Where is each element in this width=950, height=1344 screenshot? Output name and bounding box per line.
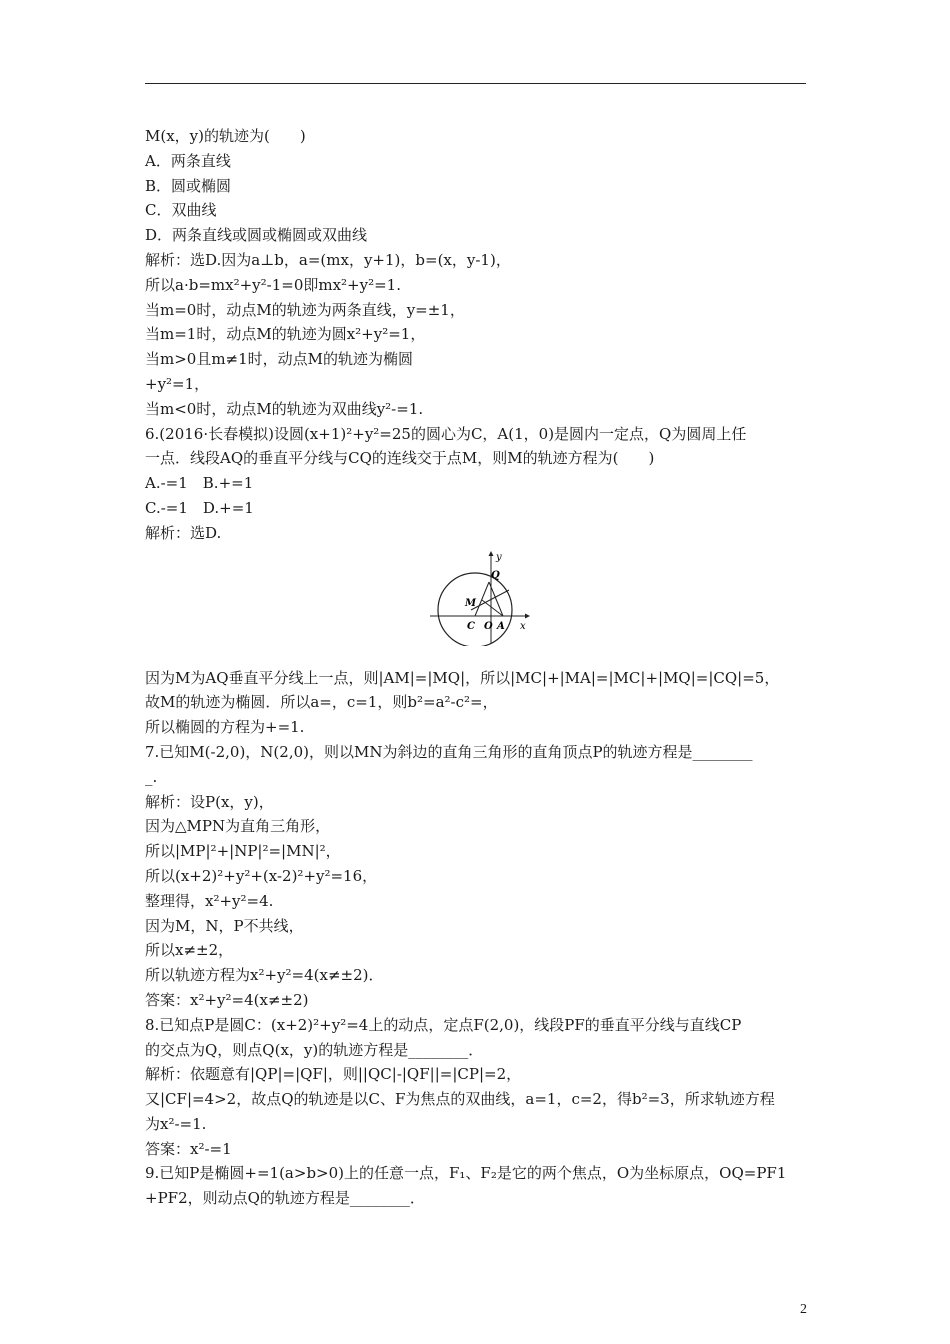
text-line: 当m=1时，动点M的轨迹为圆x²+y²=1， [145, 325, 426, 344]
text-line: B．圆或椭圆 [145, 176, 232, 195]
text-line: 解析：设P(x，y)， [145, 792, 274, 811]
text-line: 答案：x²+y²=4(x≠±2) [145, 990, 309, 1009]
text-line: 解析：选D.因为a⊥b，a=(mx，y+1)，b=(x，y-1)， [145, 250, 511, 269]
text-line: +PF2，则动点Q的轨迹方程是________． [145, 1189, 425, 1208]
text-line: 整理得，x²+y²=4. [145, 891, 274, 910]
label-x: x [520, 620, 526, 632]
label-q: Q [491, 569, 500, 581]
text-line: 当m<0时，动点M的轨迹为双曲线y²-=1. [145, 399, 424, 418]
text-line: 当m>0且m≠1时，动点M的轨迹为椭圆 [145, 350, 414, 369]
page-content [145, 124, 810, 1211]
text-line: C．双曲线 [145, 201, 217, 220]
label-o: O [484, 620, 493, 632]
text-line: 答案：x²-=1 [145, 1139, 232, 1158]
text-line: M(x，y)的轨迹为( ) [145, 127, 306, 145]
text-line: _. [145, 767, 158, 786]
text-line: 一点．线段AQ的垂直平分线与CQ的连线交于点M，则M的轨迹方程为( ) [145, 449, 655, 468]
label-c: C [467, 620, 475, 632]
circle-diagram [425, 550, 535, 646]
label-m: M [465, 597, 477, 609]
label-a: A [497, 620, 505, 632]
page-number: 2 [800, 1302, 807, 1317]
text-line: 因为M，N，P不共线， [145, 916, 304, 935]
header-rule [145, 83, 806, 84]
text-line: 9.已知P是椭圆+=1(a>b>0)上的任意一点，F₁、F₂是它的两个焦点，O为坐标原点，OQ=PF1 [145, 1164, 787, 1183]
text-line: 所以a·b=mx²+y²-1=0即mx²+y²=1. [145, 275, 401, 294]
perpendicular-bisector [471, 590, 509, 610]
text-line: A．两条直线 [145, 151, 231, 170]
text-line: 因为M为AQ垂直平分线上一点，则|AM|=|MQ|，所以|MC|+|MA|=|MC|+|MQ|=|CQ|=5， [145, 668, 780, 687]
text-line: 所以轨迹方程为x²+y²=4(x≠±2)． [145, 966, 384, 985]
text-line: 所以|MP|²+|NP|²=|MN|²， [145, 842, 341, 861]
text-line: 所以椭圆的方程为+=1. [145, 718, 305, 737]
text-line: 解析：依题意有|QP|=|QF|，则||QC|-|QF||=|CP|=2， [145, 1065, 522, 1084]
text-line: 所以x≠±2， [145, 941, 234, 960]
y-axis-arrow-icon [489, 551, 494, 556]
text-block-after-figure [145, 666, 810, 1212]
segment-cq [475, 582, 489, 616]
text-line: 又|CF|=4>2，故点Q的轨迹是以C、F为焦点的双曲线，a=1，c=2，得b²=3，所求轨迹方程 [145, 1090, 775, 1109]
text-block-before-figure [145, 124, 810, 546]
x-axis-arrow-icon [525, 613, 530, 618]
circle-figure [145, 550, 810, 646]
circle [438, 573, 512, 646]
text-line: 当m=0时，动点M的轨迹为两条直线，y=±1， [145, 300, 465, 319]
text-line: 7.已知M(-2,0)，N(2,0)，则以MN为斜边的直角三角形的直角顶点P的轨迹方程是________ [145, 742, 753, 761]
text-line: C.-=1 D.+=1 [145, 498, 254, 517]
text-line: 所以(x+2)²+y²+(x-2)²+y²=16， [145, 866, 378, 885]
text-line: A.-=1 B.+=1 [145, 474, 254, 493]
text-line: D．两条直线或圆或椭圆或双曲线 [145, 226, 368, 245]
text-line: 8.已知点P是圆C：(x+2)²+y²=4上的动点，定点F(2,0)，线段PF的垂直平分线与直线CP [145, 1015, 742, 1034]
text-line: 6.(2016·长春模拟)设圆(x+1)²+y²=25的圆心为C，A(1，0)是圆内一定点，Q为圆周上任 [145, 424, 747, 443]
text-line: 因为△MPN为直角三角形， [145, 817, 331, 836]
text-line: +y²=1， [145, 374, 210, 393]
text-line: 故M的轨迹为椭圆．所以a=，c=1，则b²=a²-c²=， [145, 693, 498, 712]
text-line: 的交点为Q，则点Q(x，y)的轨迹方程是________． [145, 1040, 484, 1059]
text-line: 解析：选D. [145, 523, 222, 542]
label-y: y [496, 551, 502, 563]
text-line: 为x²-=1. [145, 1114, 207, 1133]
